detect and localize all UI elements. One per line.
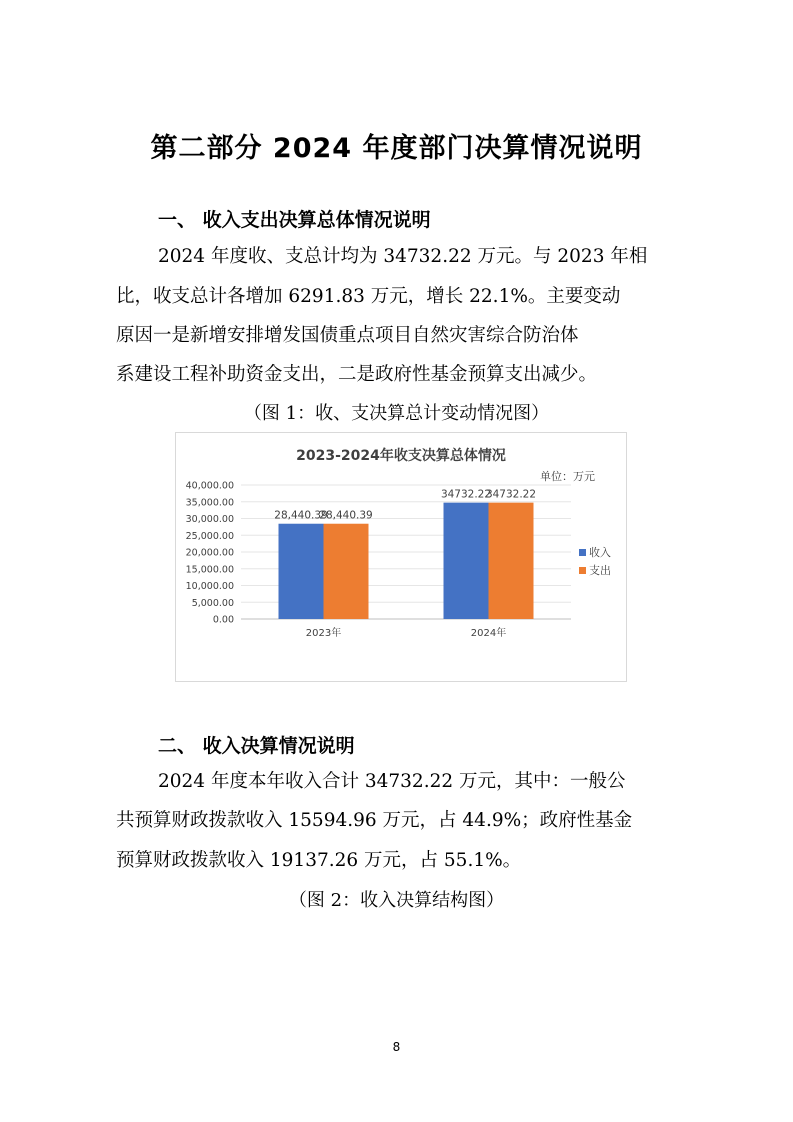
y-tick-label: 35,000.00 (185, 497, 234, 509)
chart-title: 2023-2024年收支决算总体情况 (296, 448, 506, 464)
bar-income (444, 503, 489, 619)
section2-line-1: 2024 年度本年收入合计 34732.22 万元，其中：一般公 (158, 771, 626, 792)
figure2-caption: （图 2：收入决算结构图） (288, 890, 505, 911)
y-tick-label: 5,000.00 (191, 597, 234, 609)
x-tick-label: 2023年 (305, 628, 342, 639)
section2-heading: 二、 收入决算情况说明 (158, 735, 355, 757)
y-tick-label: 15,000.00 (185, 564, 234, 576)
bar-expense (489, 503, 534, 619)
y-tick-label: 25,000.00 (185, 530, 234, 542)
x-tick-label: 2024年 (470, 628, 507, 639)
section1-line-4: 系建设工程补助资金支出，二是政府性基金预算支出减少。 (116, 364, 598, 385)
section1-line-3: 原因一是新增安排增发国债重点项目自然灾害综合防治体 (116, 325, 579, 346)
section1-line-2: 比，收支总计各增加 6291.83 万元，增长 22.1%。主要变动 (116, 286, 621, 307)
y-tick-label: 10,000.00 (185, 581, 234, 592)
y-tick-label: 40,000.00 (185, 480, 234, 492)
income-expense-chart (175, 432, 627, 682)
section2-line-3: 预算财政拨款收入 19137.26 万元，占 55.1%。 (116, 850, 522, 871)
bar-income (279, 524, 324, 619)
data-label: 28,440.39 (319, 509, 373, 522)
legend-label: 收入 (589, 546, 611, 559)
data-label: 34732.22 (485, 488, 537, 501)
bar-expense (324, 524, 369, 619)
figure1-caption: （图 1：收、支决算总计变动情况图） (243, 403, 550, 424)
section1-line-1: 2024 年度收、支总计均为 34732.22 万元。与 2023 年相 (158, 246, 648, 267)
legend-label: 支出 (589, 564, 611, 577)
data-label: 28,440.39 (274, 509, 328, 522)
legend-swatch (579, 567, 586, 574)
y-tick-label: 0.00 (212, 614, 234, 626)
chart-svg (176, 433, 626, 681)
section1-heading: 一、 收入支出决算总体情况说明 (158, 209, 431, 231)
page-number: 8 (392, 1040, 401, 1054)
page-title: 第二部分 2024 年度部门决算情况说明 (150, 133, 643, 164)
section2-line-2: 共预算财政拨款收入 15594.96 万元，占 44.9%；政府性基金 (116, 810, 633, 831)
legend-swatch (579, 549, 586, 556)
y-tick-label: 30,000.00 (185, 514, 234, 525)
data-label: 34732.22 (440, 488, 492, 501)
chart-unit-label: 单位：万元 (540, 470, 595, 483)
y-tick-label: 20,000.00 (185, 547, 234, 559)
